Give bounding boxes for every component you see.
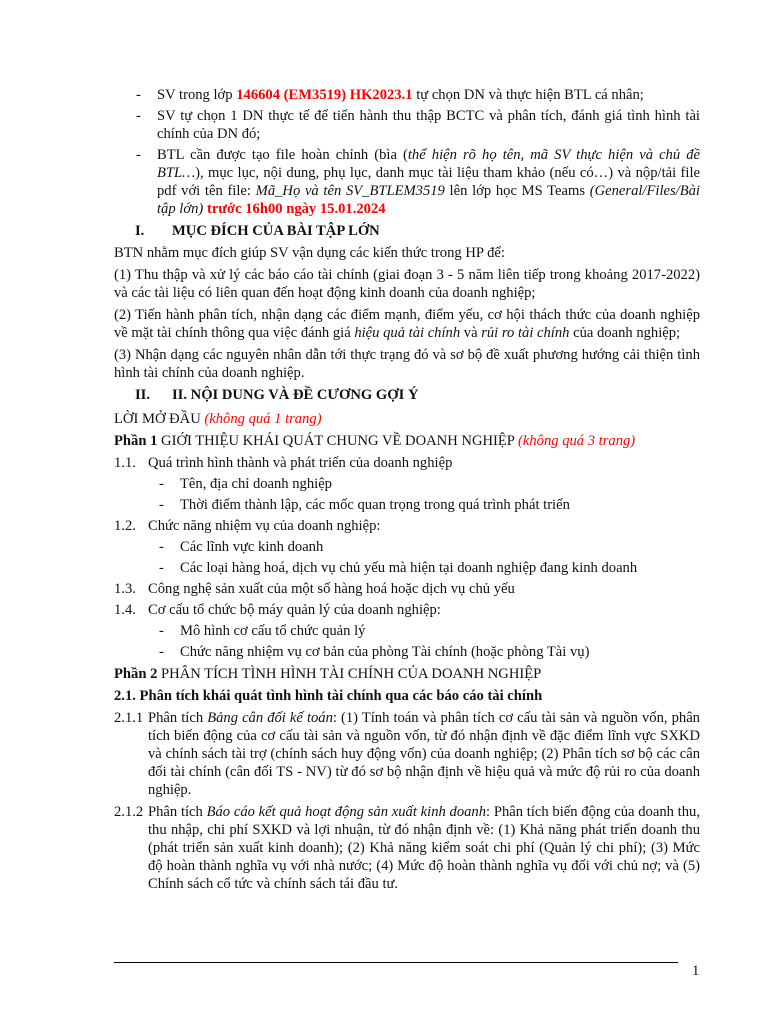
chapter-title: LỜI MỞ ĐẦU	[114, 411, 205, 427]
page-limit-note: (không quá 1 trang)	[204, 411, 322, 427]
section-title: II. NỘI DUNG VÀ ĐỀ CƯƠNG GỢI Ý	[172, 387, 419, 403]
intro-item-text: SV tự chọn 1 DN thực tế để tiến hành thu thập BCTC và phân tích, đánh giá tình hình tài chính của DN đó;	[157, 108, 700, 142]
document-page	[114, 86, 700, 897]
footer-divider	[114, 962, 678, 963]
outline-item	[114, 517, 700, 535]
analysis-text: Phân tích	[148, 804, 207, 820]
analysis-item-balance-sheet	[114, 709, 700, 799]
outline-subitem	[114, 643, 700, 661]
submission-text: ), mục lục, nội dung, phụ lục, danh mục tài liệu tham khảo (nếu có…) và nộp/tải file pdf với tên file:	[157, 165, 700, 199]
page-limit-note: (không quá 3 trang)	[518, 433, 636, 449]
part-label: Phần 1	[114, 433, 158, 449]
outline-subitem	[114, 559, 700, 577]
outline-item	[114, 454, 700, 472]
outline-number: 1.2.	[114, 518, 136, 534]
intro-item-text: tự chọn DN và thực hiện BTL cá nhân;	[412, 87, 644, 103]
intro-item-text: SV trong lớp	[157, 87, 237, 103]
outline-subitem	[114, 496, 700, 514]
outline-subitem	[114, 538, 700, 556]
submission-text: lên lớp học MS Teams	[444, 183, 590, 199]
outline-text: Quá trình hình thành và phát triển của doanh nghiệp	[148, 455, 453, 471]
part-2-heading	[114, 665, 700, 683]
statement-name: Báo cáo kết quả hoạt động sản xuất kinh doanh	[206, 804, 487, 820]
bullet-dash: -	[159, 644, 164, 660]
analysis-text: Phân tích	[148, 710, 208, 726]
purpose-point-2	[114, 306, 700, 342]
section-number: I.	[135, 223, 145, 239]
outline-subtext: Các loại hàng hoá, dịch vụ chủ yếu mà hiện tại doanh nghiệp đang kinh doanh	[180, 560, 638, 576]
bullet-dash: -	[159, 560, 164, 576]
outline-number: 1.3.	[114, 581, 136, 597]
intro-item-class	[114, 86, 700, 104]
statement-name: Bảng cân đối kế toán	[207, 710, 333, 726]
purpose-emphasis: hiệu quả tài chính	[354, 325, 461, 341]
purpose-point-1: (1) Thu thập và xử lý các báo cáo tài chính (giai đoạn 3 - 5 năm liên tiếp trong khoảng 2017-2022) và các tài liệu có liên quan đến hoạt động kinh doanh của doanh nghiệp;	[114, 267, 700, 301]
purpose-emphasis: rủi ro tài chính	[481, 325, 570, 341]
intro-item-submission	[114, 146, 700, 218]
bullet-dash: -	[159, 497, 164, 513]
page-number: 1	[692, 963, 700, 979]
cover-requirement: thể hiện rõ họ tên, mã SV thực hiện và chủ đề BTL…	[157, 147, 700, 181]
outline-subtext: Tên, địa chỉ doanh nghiệp	[180, 476, 332, 492]
part-1-heading	[114, 432, 700, 450]
outline-subtext: Mô hình cơ cấu tổ chức quản lý	[180, 623, 366, 639]
analysis-item-income-statement	[114, 803, 700, 893]
section-number: II.	[135, 387, 151, 403]
outline-number: 2.1.2	[114, 804, 144, 820]
outline-item	[114, 601, 700, 619]
bullet-dash: -	[159, 623, 164, 639]
outline-text: Chức năng nhiệm vụ của doanh nghiệp:	[148, 518, 381, 534]
bullet-dash: -	[159, 476, 164, 492]
deadline: trước 16h00 ngày 15.01.2024	[206, 201, 386, 217]
outline-item	[114, 580, 700, 598]
subsection-heading: 2.1. Phân tích khái quát tình hình tài chính qua các báo cáo tài chính	[114, 688, 543, 704]
outline-number: 1.4.	[114, 602, 136, 618]
intro-item-company	[114, 107, 700, 143]
outline-subitem	[114, 475, 700, 493]
section-title: MỤC ĐÍCH CỦA BÀI TẬP LỚN	[172, 223, 380, 239]
outline-subtext: Thời điểm thành lập, các mốc quan trọng trong quá trình phát triển	[180, 497, 570, 513]
analysis-text: : (1) Tính toán và phân tích cơ cấu tài sản và nguồn vốn, phân tích biến động của cơ cấu tài sản và nguồn vốn, từ đó nhận định về đặc điểm lĩnh vực SXKD và chính sách tài trợ (chính sách huy động vốn) của doanh nghiệp; (2) Phân tích sơ bộ các cân đối tài chính (cân đối TS - NV) từ đó sơ bộ nhận định về hiệu quả và mức độ rủi ro của doanh nghiệp.	[148, 710, 700, 798]
part-label: Phần 2	[114, 666, 158, 682]
section-heading-purpose	[114, 222, 700, 240]
teams-path: (General/Files/Bài tập lớn)	[157, 183, 700, 217]
outline-subtext: Chức năng nhiệm vụ cơ bản của phòng Tài chính (hoặc phòng Tài vụ)	[180, 644, 590, 660]
submission-text: BTL cần được tạo file hoàn chỉnh (bìa (	[157, 147, 408, 163]
bullet-dash: -	[136, 147, 141, 163]
intro-chapter	[114, 410, 700, 428]
class-code: 146604 (EM3519) HK2023.1	[236, 87, 413, 103]
bullet-dash: -	[136, 108, 141, 124]
file-name-format: Mã_Họ và tên SV_BTLEM3519	[255, 183, 445, 199]
purpose-text: (2) Tiến hành phân tích, nhận dạng các điểm mạnh, điểm yếu, cơ hội thách thức của doanh nghiệp về mặt tài chính thông qua việc đánh giá	[114, 307, 700, 341]
bullet-dash: -	[159, 539, 164, 555]
section-heading-content	[114, 386, 700, 404]
analysis-text: : Phân tích biến động của doanh thu, thu nhập, chi phí SXKD và lợi nhuận, từ đó nhận định về: (1) Khả năng phát triển doanh thu (phát triển sản xuất kinh doanh); (2) Khả năng kiểm soát chi phí (Quản lý chi phí); (3) Mức độ hoàn thành nghĩa vụ với nhà nước; (4) Mức độ hoàn thành nghĩa vụ đối với chủ nợ; và (5) Chính sách cổ tức và chính sách tái đầu tư.	[148, 804, 700, 892]
outline-subitem	[114, 622, 700, 640]
part-title: PHÂN TÍCH TÌNH HÌNH TÀI CHÍNH CỦA DOANH NGHIỆP	[157, 666, 542, 682]
part-title: GIỚI THIỆU KHÁI QUÁT CHUNG VỀ DOANH NGHIỆP	[157, 433, 519, 449]
outline-text: Công nghệ sản xuất của một số hàng hoá hoặc dịch vụ chủ yếu	[148, 581, 515, 597]
purpose-text: và	[460, 325, 482, 341]
outline-text: Cơ cấu tổ chức bộ máy quản lý của doanh nghiệp:	[148, 602, 441, 618]
purpose-text: của doanh nghiệp;	[569, 325, 681, 341]
purpose-point-3: (3) Nhận dạng các nguyên nhân dẫn tới thực trạng đó và sơ bộ đề xuất phương hướng cải thiện tình hình tài chính của doanh nghiệp.	[114, 347, 700, 381]
outline-number: 1.1.	[114, 455, 136, 471]
purpose-intro: BTN nhằm mục đích giúp SV vận dụng các kiến thức trong HP để:	[114, 245, 505, 261]
bullet-dash: -	[136, 87, 141, 103]
outline-subtext: Các lĩnh vực kinh doanh	[180, 539, 324, 555]
outline-number: 2.1.1	[114, 710, 144, 726]
